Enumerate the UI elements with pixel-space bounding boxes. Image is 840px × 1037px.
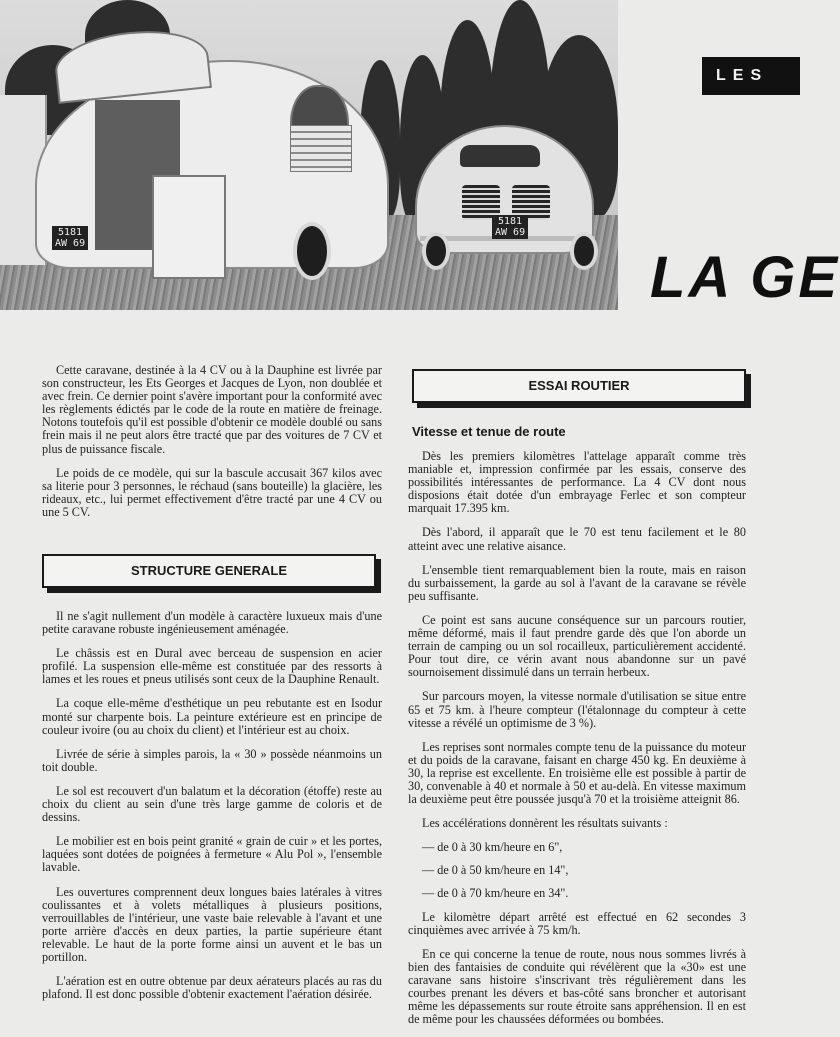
- essai-paragraph: L'ensemble tient remarquablement bien la route, mais en raison du surbaissement, la garde au sol à l'avant de la caravane se révèle peu suffisante.: [408, 562, 746, 603]
- intro-text: [42, 364, 382, 530]
- structure-heading: STRUCTURE GENERALE: [42, 554, 376, 588]
- acceleration-item: — de 0 à 30 km/heure en 6",: [422, 840, 563, 855]
- acceleration-item: — de 0 à 70 km/heure en 34".: [422, 886, 569, 901]
- structure-paragraph: Le sol est recouvert d'un balatum et la décoration (étoffe) reste au choix du client au sein d'une très large gamme de coloris et de dessins.: [42, 783, 382, 825]
- essai-subheading: Vitesse et tenue de route: [412, 424, 566, 439]
- car-plate-line1: 5181: [498, 216, 523, 227]
- structure-paragraph: Livrée de série à simples parois, la « 30 » possède néanmoins un toit double.: [42, 746, 382, 774]
- car-license-plate: [492, 215, 528, 239]
- caravan-louver: [290, 125, 352, 172]
- caravan-license-plate: [52, 226, 88, 250]
- essai-paragraph: Sur parcours moyen, la vitesse normale d'utilisation se situe entre 65 et 75 km. à l'heure compteur (l'étalonnage du compteur à cette vitesse a révélé un optimisme de 3 %).: [408, 689, 746, 730]
- caravan-door: [152, 175, 226, 279]
- essai-paragraph: Les accélérations donnèrent les résultats suivants :: [422, 816, 668, 831]
- car-wheel: [422, 232, 450, 270]
- title-les: LES: [702, 57, 800, 95]
- essai-text: [408, 450, 746, 1037]
- car-wheel: [570, 232, 598, 270]
- essai-heading: ESSAI ROUTIER: [412, 369, 746, 403]
- caravan-plate-line2: AW 69: [55, 238, 86, 249]
- essai-paragraph: En ce qui concerne la tenue de route, nous nous sommes livrés à bien des fantaisies de conduite qui révélèrent que la «30» est une caravane sans histoire s'inscrivant très régulièrement dans les courbes prenant les dévers et bas-côté sans broncher et autorisant même les dépassements sur route étroite sans appréhension. Il en est de même pour les chaussées déformées ou bombées.: [408, 946, 746, 1027]
- structure-paragraph: Le mobilier est en bois peint granité « grain de cuir » et les portes, laquées sont dotées de poignées à fermeture « Alu Pol », l'ensemble lavable.: [42, 834, 382, 875]
- essai-paragraph: Dès l'abord, il apparaît que le 70 est tenu facilement et le 80 atteint avec une relative aisance.: [408, 525, 746, 553]
- essai-paragraph: Le kilomètre départ arrêté est effectué en 62 secondes 3 cinquièmes avec arrivée à 75 km/h.: [408, 909, 746, 937]
- structure-paragraph: Le châssis est en Dural avec berceau de suspension en acier profilé. La suspension elle-même est constituée par des ressorts à lames et les roues et pneus utilisés sont ceux de la Dauphine Renault.: [42, 646, 382, 687]
- caravan-plate-line1: 5181: [58, 227, 83, 238]
- caravan-wheel: [293, 222, 331, 280]
- intro-paragraph: Cette caravane, destinée à la 4 CV ou à la Dauphine est livrée par son constructeur, les Ets Georges et Jacques de Lyon, non doublée et avec frein. Ce dernier point s'avère important pour la conformité avec les règlements édictés par le code de la route en matière de freinage. Notons toutefois qu'il est possible d'obtenir ce modèle doublé ou sans frein mais il ne peut alors être tracté que par des voitures de 7 CV et plus de puissance fiscale.: [42, 363, 382, 456]
- essai-paragraph: Dès les premiers kilomètres l'attelage apparaît comme très maniable et, impression confirmée par les essais, conserve des possibilités intéressantes de performance. La 4 CV dont nous disposions était dotée d'un embrayage Ferlec et son compteur marquait 17.395 km.: [408, 449, 746, 516]
- caravan-photo: [0, 0, 618, 310]
- intro-paragraph: Le poids de ce modèle, qui sur la bascule accusait 367 kilos avec sa literie pour 3 personnes, le réchaud (sans bouteille) la glacière, les rideaux, etc., lui permet effectivement d'être tracté par une 4 CV ou une 5 CV.: [42, 465, 382, 519]
- structure-text: [42, 610, 382, 1012]
- structure-paragraph: Il ne s'agit nullement d'un modèle à caractère luxueux mais d'une petite caravane robuste ingénieusement aménagée.: [42, 609, 382, 637]
- structure-paragraph: Les ouvertures comprennent deux longues baies latérales à vitres coulissantes et à volets métalliques à plusieurs positions, verrouillables de l'intérieur, une vaste baie relevable à l'avant et une porte arrière d'accès en deux parties, la partie supérieure étant relevable. Le haut de la porte forme ainsi un auvent et le bas un portillon.: [42, 884, 382, 964]
- title-la-ge: LA GE: [650, 245, 840, 310]
- car-plate-line2: AW 69: [495, 227, 526, 238]
- acceleration-item: — de 0 à 50 km/heure en 14",: [422, 863, 569, 878]
- essai-paragraph: Ce point est sans aucune conséquence sur un parcours routier, même déformé, mais il faut prendre garde dès que l'on aborde un terrain de camping ou un sol rocailleux, particulièrement accidenté. Pour tout dire, ce vérin avant nous abandonne sur un pavé sournoisement dissimulé dans un terrain herbeux.: [408, 612, 746, 680]
- structure-paragraph: La coque elle-même d'esthétique un peu rebutante est en Isodur monté sur charpente bois. La peinture extérieure est en principe de couleur ivoire (ou au choix du client) et l'intérieur est au choix.: [42, 696, 382, 737]
- structure-paragraph: L'aération est en outre obtenue par deux aérateurs placés au ras du plafond. Il est donc possible d'obtenir exactement l'aération désirée.: [42, 974, 382, 1002]
- car-rear-window: [460, 145, 540, 167]
- essai-paragraph: Les reprises sont normales compte tenu de la puissance du moteur et du poids de la caravane, faisant en charge 450 kg. En deuxième à 30, la reprise est excellente. En troisième elle est possible à partir de 30, convenable à 40 et normale à 50 et au-delà. En vitesse maximum la deuxième peut être poussée jusqu'à 70 et la troisième atteignit 86.: [408, 739, 746, 807]
